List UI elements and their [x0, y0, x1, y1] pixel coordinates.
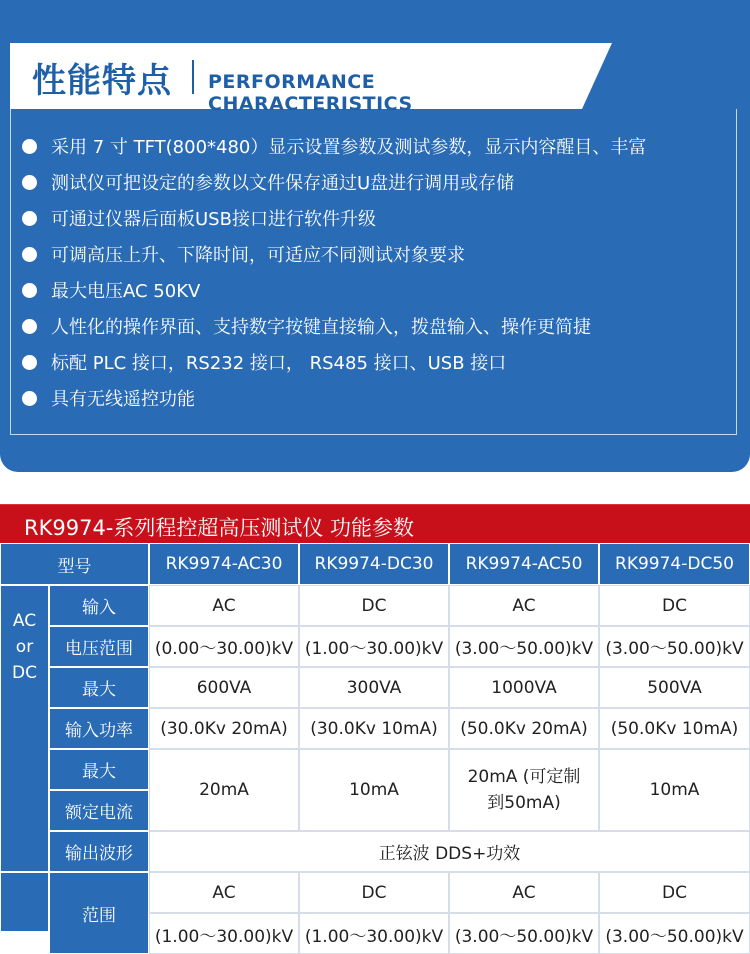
- bullet-icon: [22, 139, 37, 154]
- list-item: [22, 344, 646, 380]
- model-header-cell: RK9974-DC30: [299, 543, 449, 585]
- title-separator: [192, 60, 194, 94]
- row-label-max-current: 最大: [49, 749, 149, 790]
- table-cell: 1000VA: [449, 667, 599, 708]
- table-cell: (1.00～30.00)kV: [299, 913, 449, 954]
- table-cell: 20mA: [149, 749, 299, 831]
- bullet-icon: [22, 391, 37, 406]
- row-label-voltage-range: 电压范围: [49, 626, 149, 667]
- table-cell: AC: [449, 585, 599, 626]
- spec-table-title: RK9974-系列程控超高压测试仪 功能参数: [24, 516, 415, 540]
- bullet-icon: [22, 175, 37, 190]
- list-item-text: 标配 PLC 接口，RS232 接口， RS485 接口、USB 接口: [51, 353, 507, 374]
- table-cell: 正铉波 DDS+功效: [149, 831, 750, 872]
- table-cell: AC: [149, 872, 299, 913]
- table-cell: (3.00～50.00)kV: [599, 626, 750, 667]
- bullet-icon: [22, 355, 37, 370]
- table-cell: (30.0Kv 10mA): [299, 708, 449, 749]
- model-header-cell: RK9974-AC30: [149, 543, 299, 585]
- table-cell: 10mA: [599, 749, 750, 831]
- list-item: [22, 236, 646, 272]
- table-cell: (3.00～50.00)kV: [449, 913, 599, 954]
- list-item-text: 最大电压AC 50KV: [51, 281, 201, 302]
- table-cell: 300VA: [299, 667, 449, 708]
- list-item: [22, 164, 646, 200]
- row-label-waveform: 输出波形: [49, 831, 149, 872]
- table-cell: (0.00～30.00)kV: [149, 626, 299, 667]
- row-label-input: 输入: [49, 585, 149, 626]
- table-cell: (50.0Kv 10mA): [599, 708, 750, 749]
- bullet-icon: [22, 283, 37, 298]
- performance-title-cn: 性能特点: [32, 61, 172, 101]
- table-cell: AC: [449, 872, 599, 913]
- table-cell: AC: [149, 585, 299, 626]
- table-cell: 600VA: [149, 667, 299, 708]
- table-cell: DC: [299, 585, 449, 626]
- table-cell: (1.00～30.00)kV: [299, 626, 449, 667]
- bullet-icon: [22, 211, 37, 226]
- table-cell: DC: [599, 585, 750, 626]
- row-label-max: 最大: [49, 667, 149, 708]
- performance-title-bar: [10, 43, 582, 115]
- bullet-icon: [22, 319, 37, 334]
- list-item-text: 测试仪可把设定的参数以文件保存通过U盘进行调用或存储: [51, 173, 515, 194]
- list-item-text: 具有无线遥控功能: [51, 389, 195, 410]
- table-cell: DC: [599, 872, 750, 913]
- list-item-text: 可通过仪器后面板USB接口进行软件升级: [51, 209, 376, 230]
- list-item: [22, 200, 646, 236]
- row-label-input-power: 输入功率: [49, 708, 149, 749]
- bullet-icon: [22, 247, 37, 262]
- model-header-cell: RK9974-AC50: [449, 543, 599, 585]
- model-header-label: 型号: [0, 543, 149, 585]
- table-cell: (50.0Kv 20mA): [449, 708, 599, 749]
- table-cell: 10mA: [299, 749, 449, 831]
- table-cell: DC: [299, 872, 449, 913]
- list-item-text: 人性化的操作界面、支持数字按键直接输入，拨盘输入、操作更简捷: [51, 317, 591, 338]
- performance-section: [0, 0, 750, 472]
- table-cell: (1.00～30.00)kV: [149, 913, 299, 954]
- table-cell: (30.0Kv 20mA): [149, 708, 299, 749]
- list-item-text: 采用 7 寸 TFT(800*480）显示设置参数及测试参数，显示内容醒目、丰富: [51, 137, 647, 158]
- row-label-range: 范围: [49, 872, 149, 954]
- table-cell: 20mA (可定制到50mA): [449, 749, 599, 831]
- performance-title-en: PERFORMANCE CHARACTERISTICS: [208, 71, 413, 115]
- table-cell: (3.00～50.00)kV: [449, 626, 599, 667]
- list-item-text: 可调高压上升、下降时间，可适应不同测试对象要求: [51, 245, 465, 266]
- performance-list: [22, 128, 646, 416]
- row-label-rated-current: 额定电流: [49, 790, 149, 831]
- list-item: [22, 128, 646, 164]
- group-label-ac-or-dc: AC or DC: [0, 585, 49, 872]
- table-cell: (3.00～50.00)kV: [599, 913, 750, 954]
- spec-table-header: [0, 504, 750, 544]
- list-item: [22, 272, 646, 308]
- list-item: [22, 308, 646, 344]
- table-cell: 500VA: [599, 667, 750, 708]
- list-item: [22, 380, 646, 416]
- group-label-2: [0, 872, 49, 932]
- model-header-cell: RK9974-DC50: [599, 543, 750, 585]
